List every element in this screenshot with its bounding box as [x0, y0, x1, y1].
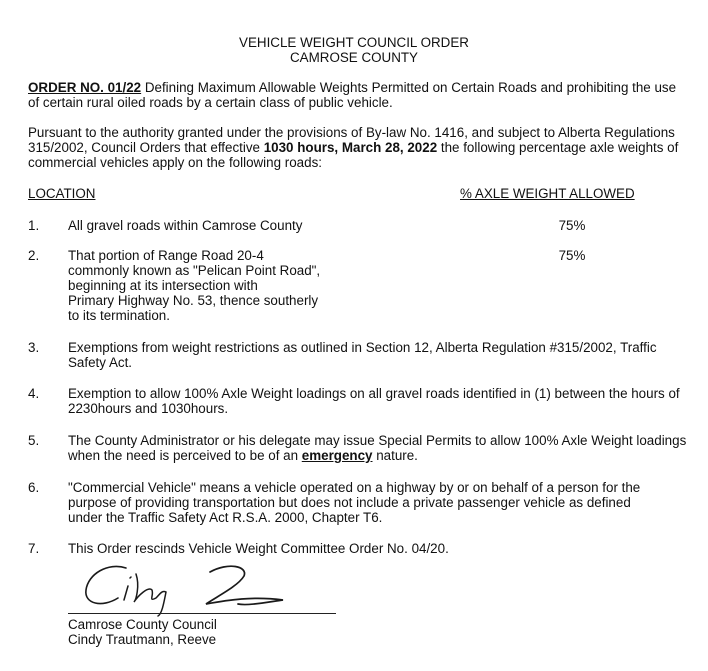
intro-line-2: 315/2002, Council Orders that effective 1030 hours, March 28, 2022 the following percentage axle weights of [28, 140, 679, 155]
signatory-organization: Camrose County Council [68, 617, 217, 632]
document-title: VEHICLE WEIGHT COUNCIL ORDER [239, 35, 469, 50]
item-1-text: All gravel roads within Camrose County [68, 218, 303, 233]
location-column-header: LOCATION [28, 186, 96, 201]
item-2-line: beginning at its intersection with [68, 278, 258, 293]
item-number: 7. [28, 541, 40, 556]
item-2-percentage: 75% [558, 248, 586, 263]
item-3-line: Exemptions from weight restrictions as outlined in Section 12, Alberta Regulation #315/2002, Traffic [68, 340, 657, 355]
signatory-name: Cindy Trautmann, Reeve [68, 632, 217, 647]
item-1-percentage: 75% [558, 218, 586, 233]
order-heading [28, 80, 693, 95]
item-5-line: The County Administrator or his delegate may issue Special Permits to allow 100% Axle Weight loadings [68, 433, 687, 448]
item-4-line: Exemption to allow 100% Axle Weight loadings on all gravel roads identified in (1) between the hours of [68, 386, 680, 401]
axle-weight-column-header: % AXLE WEIGHT ALLOWED [460, 186, 635, 201]
item-6-line: under the Traffic Safety Act R.S.A. 2000, Chapter T6. [68, 510, 383, 525]
order-heading-continued: of certain rural oiled roads by a certain class of public vehicle. [28, 95, 393, 110]
item-5-line: when the need is perceived to be of an emergency nature. [68, 448, 418, 463]
item-2-line: commonly known as "Pelican Point Road", [68, 263, 321, 278]
emergency-emphasis: emergency [301, 448, 373, 463]
item-4-line: 2230hours and 1030hours. [68, 401, 229, 416]
intro-line-3: commercial vehicles apply on the following roads: [28, 155, 322, 170]
item-number: 6. [28, 480, 40, 495]
item-2-line: Primary Highway No. 53, thence southerly [68, 293, 319, 308]
item-number: 3. [28, 340, 40, 355]
item-6-line: purpose of providing transportation but does not include a private passenger vehicle as defined [68, 495, 631, 510]
item-number: 4. [28, 386, 40, 401]
effective-date: 1030 hours, March 28, 2022 [263, 140, 438, 155]
item-number: 1. [28, 218, 40, 233]
item-number: 5. [28, 433, 40, 448]
item-2-line: That portion of Range Road 20-4 [68, 248, 264, 263]
item-number: 2. [28, 248, 40, 263]
item-6-line: "Commercial Vehicle" means a vehicle operated on a highway by or on behalf of a person for the [68, 480, 641, 495]
intro-line-1: Pursuant to the authority granted under the provisions of By-law No. 1416, and subject to Alberta Regulations [28, 125, 675, 140]
handwritten-signature [78, 556, 298, 618]
document-subtitle: CAMROSE COUNTY [290, 50, 418, 65]
signature-line [68, 613, 336, 614]
item-3-line: Safety Act. [68, 355, 133, 370]
order-heading-text: Defining Maximum Allowable Weights Permitted on Certain Roads and prohibiting the use [141, 80, 677, 95]
item-2-line: to its termination. [68, 308, 170, 323]
order-number: ORDER NO. 01/22 [28, 80, 142, 95]
item-7-line: This Order rescinds Vehicle Weight Committee Order No. 04/20. [68, 541, 449, 556]
